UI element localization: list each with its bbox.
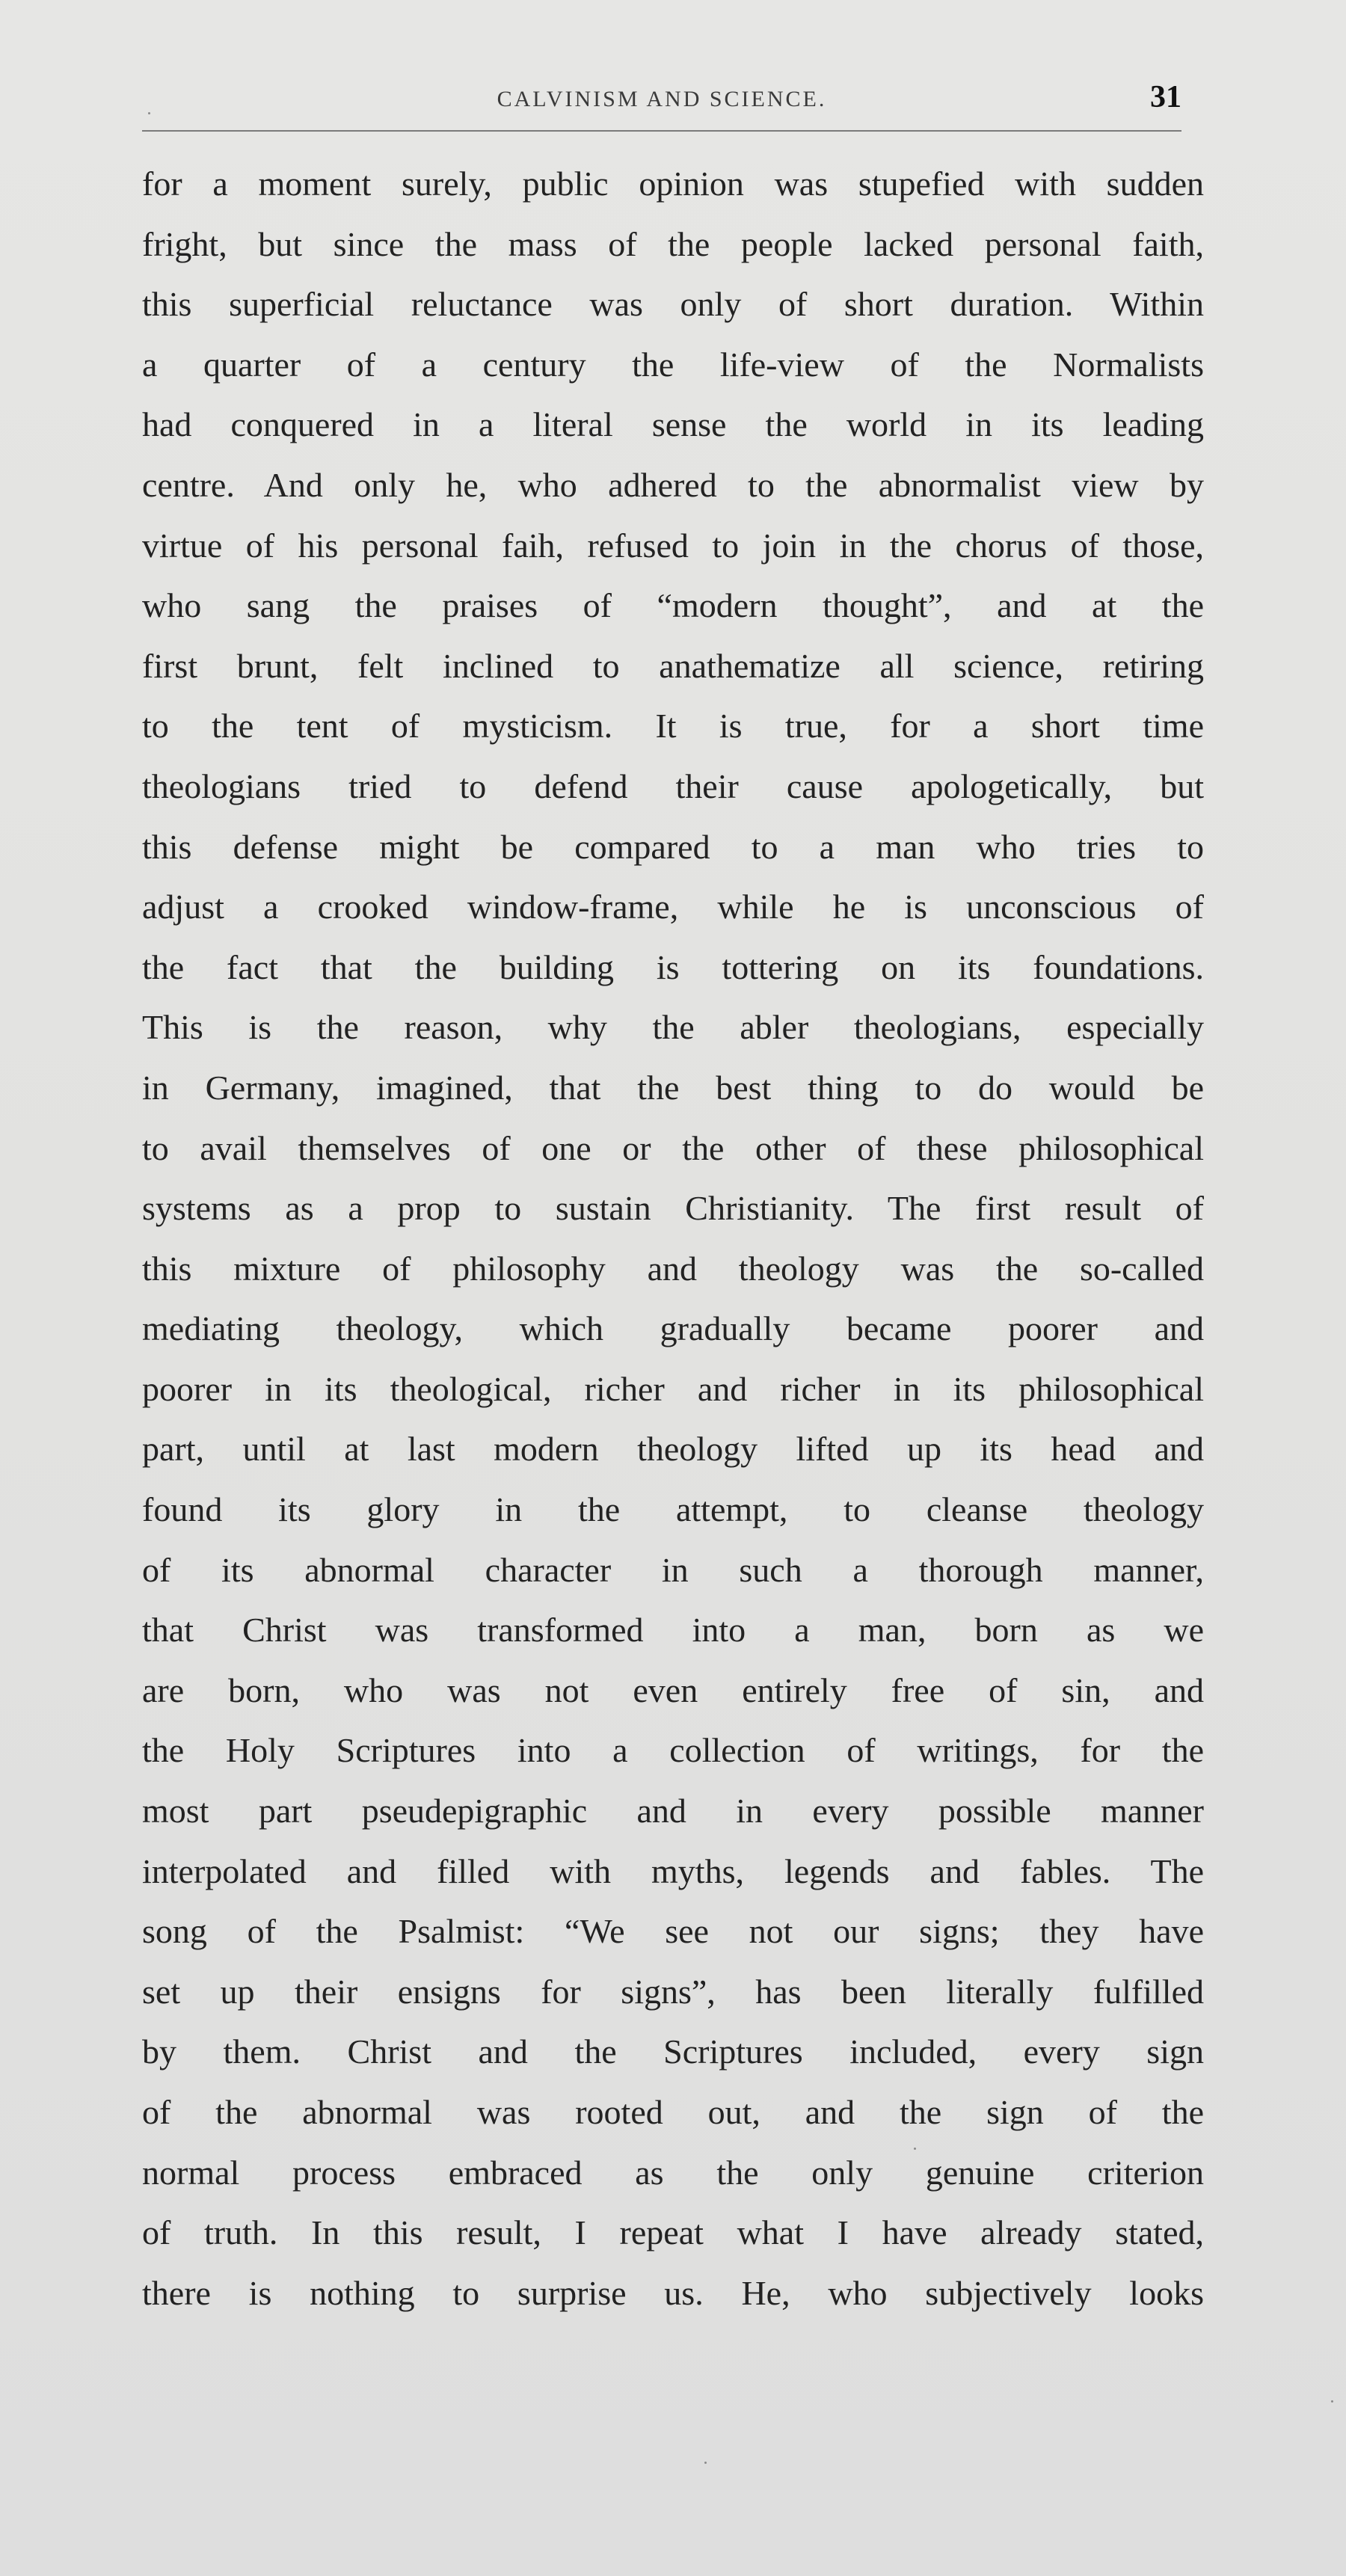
text-line: song of the Psalmist: “We see not our signs; they have <box>142 1912 1204 1951</box>
body-text <box>142 154 1204 2323</box>
text-line: of truth. In this result, I repeat what I have already stated, <box>142 2213 1204 2252</box>
running-title: CALVINISM AND SCIENCE. <box>497 87 827 111</box>
text-line: centre. And only he, who adhered to the abnormalist view by <box>142 465 1204 504</box>
text-line: the Holy Scriptures into a collection of writings, for the <box>142 1731 1204 1770</box>
text-line: there is nothing to surprise us. He, who subjectively looks <box>142 2273 1204 2312</box>
text-line: to avail themselves of one or the other of these philosophical <box>142 1128 1204 1167</box>
text-line: poorer in its theological, richer and richer in its philosophical <box>142 1369 1204 1408</box>
text-line: for a moment surely, public opinion was stupefied with sudden <box>142 165 1204 203</box>
text-line: virtue of his personal faih, refused to join in the chorus of those, <box>142 526 1204 565</box>
text-line: interpolated and filled with myths, legends and fables. The <box>142 1851 1204 1890</box>
text-line: are born, who was not even entirely free of sin, and <box>142 1670 1204 1709</box>
text-line: by them. Christ and the Scriptures included, every sign <box>142 2032 1204 2071</box>
text-line: who sang the praises of “modern thought”, and at the <box>142 586 1204 625</box>
header-rule <box>142 130 1181 132</box>
text-line: the fact that the building is tottering on its foundations. <box>142 947 1204 986</box>
text-line: this defense might be compared to a man who tries to <box>142 827 1204 866</box>
text-line: had conquered in a literal sense the world in its leading <box>142 405 1204 444</box>
text-line: this superficial reluctance was only of short duration. Within <box>142 285 1204 324</box>
text-line: most part pseudepigraphic and in every possible manner <box>142 1792 1204 1830</box>
text-line: fright, but since the mass of the people lacked personal faith, <box>142 224 1204 263</box>
paper-speck <box>914 2148 916 2150</box>
text-line: that Christ was transformed into a man, born as we <box>142 1611 1204 1650</box>
text-line: normal process embraced as the only genuine criterion <box>142 2153 1204 2192</box>
page-number: 31 <box>1150 80 1181 114</box>
text-line: found its glory in the attempt, to cleanse theology <box>142 1490 1204 1529</box>
text-line: mediating theology, which gradually became poorer and <box>142 1309 1204 1348</box>
text-line: a quarter of a century the life-view of the Normalists <box>142 345 1204 384</box>
paper-speck <box>1331 2400 1333 2403</box>
text-line: part, until at last modern theology lifted up its head and <box>142 1430 1204 1469</box>
text-line: theologians tried to defend their cause apologetically, but <box>142 766 1204 805</box>
text-line: of the abnormal was rooted out, and the sign of the <box>142 2093 1204 2131</box>
text-line: this mixture of philosophy and theology was the so-called <box>142 1249 1204 1288</box>
text-line: in Germany, imagined, that the best thing to do would be <box>142 1068 1204 1107</box>
text-line: This is the reason, why the abler theologians, especially <box>142 1008 1204 1047</box>
text-line: to the tent of mysticism. It is true, for a short time <box>142 707 1204 746</box>
text-line: adjust a crooked window-frame, while he is unconscious of <box>142 888 1204 926</box>
text-line: first brunt, felt inclined to anathematize all science, retiring <box>142 646 1204 685</box>
text-line: systems as a prop to sustain Christianity. The first result of <box>142 1189 1204 1228</box>
paper-speck <box>704 2462 707 2464</box>
text-line: set up their ensigns for signs”, has been literally fulfilled <box>142 1972 1204 2011</box>
paper-speck <box>148 112 150 114</box>
text-line: of its abnormal character in such a thorough manner, <box>142 1550 1204 1589</box>
running-head <box>142 81 1181 126</box>
